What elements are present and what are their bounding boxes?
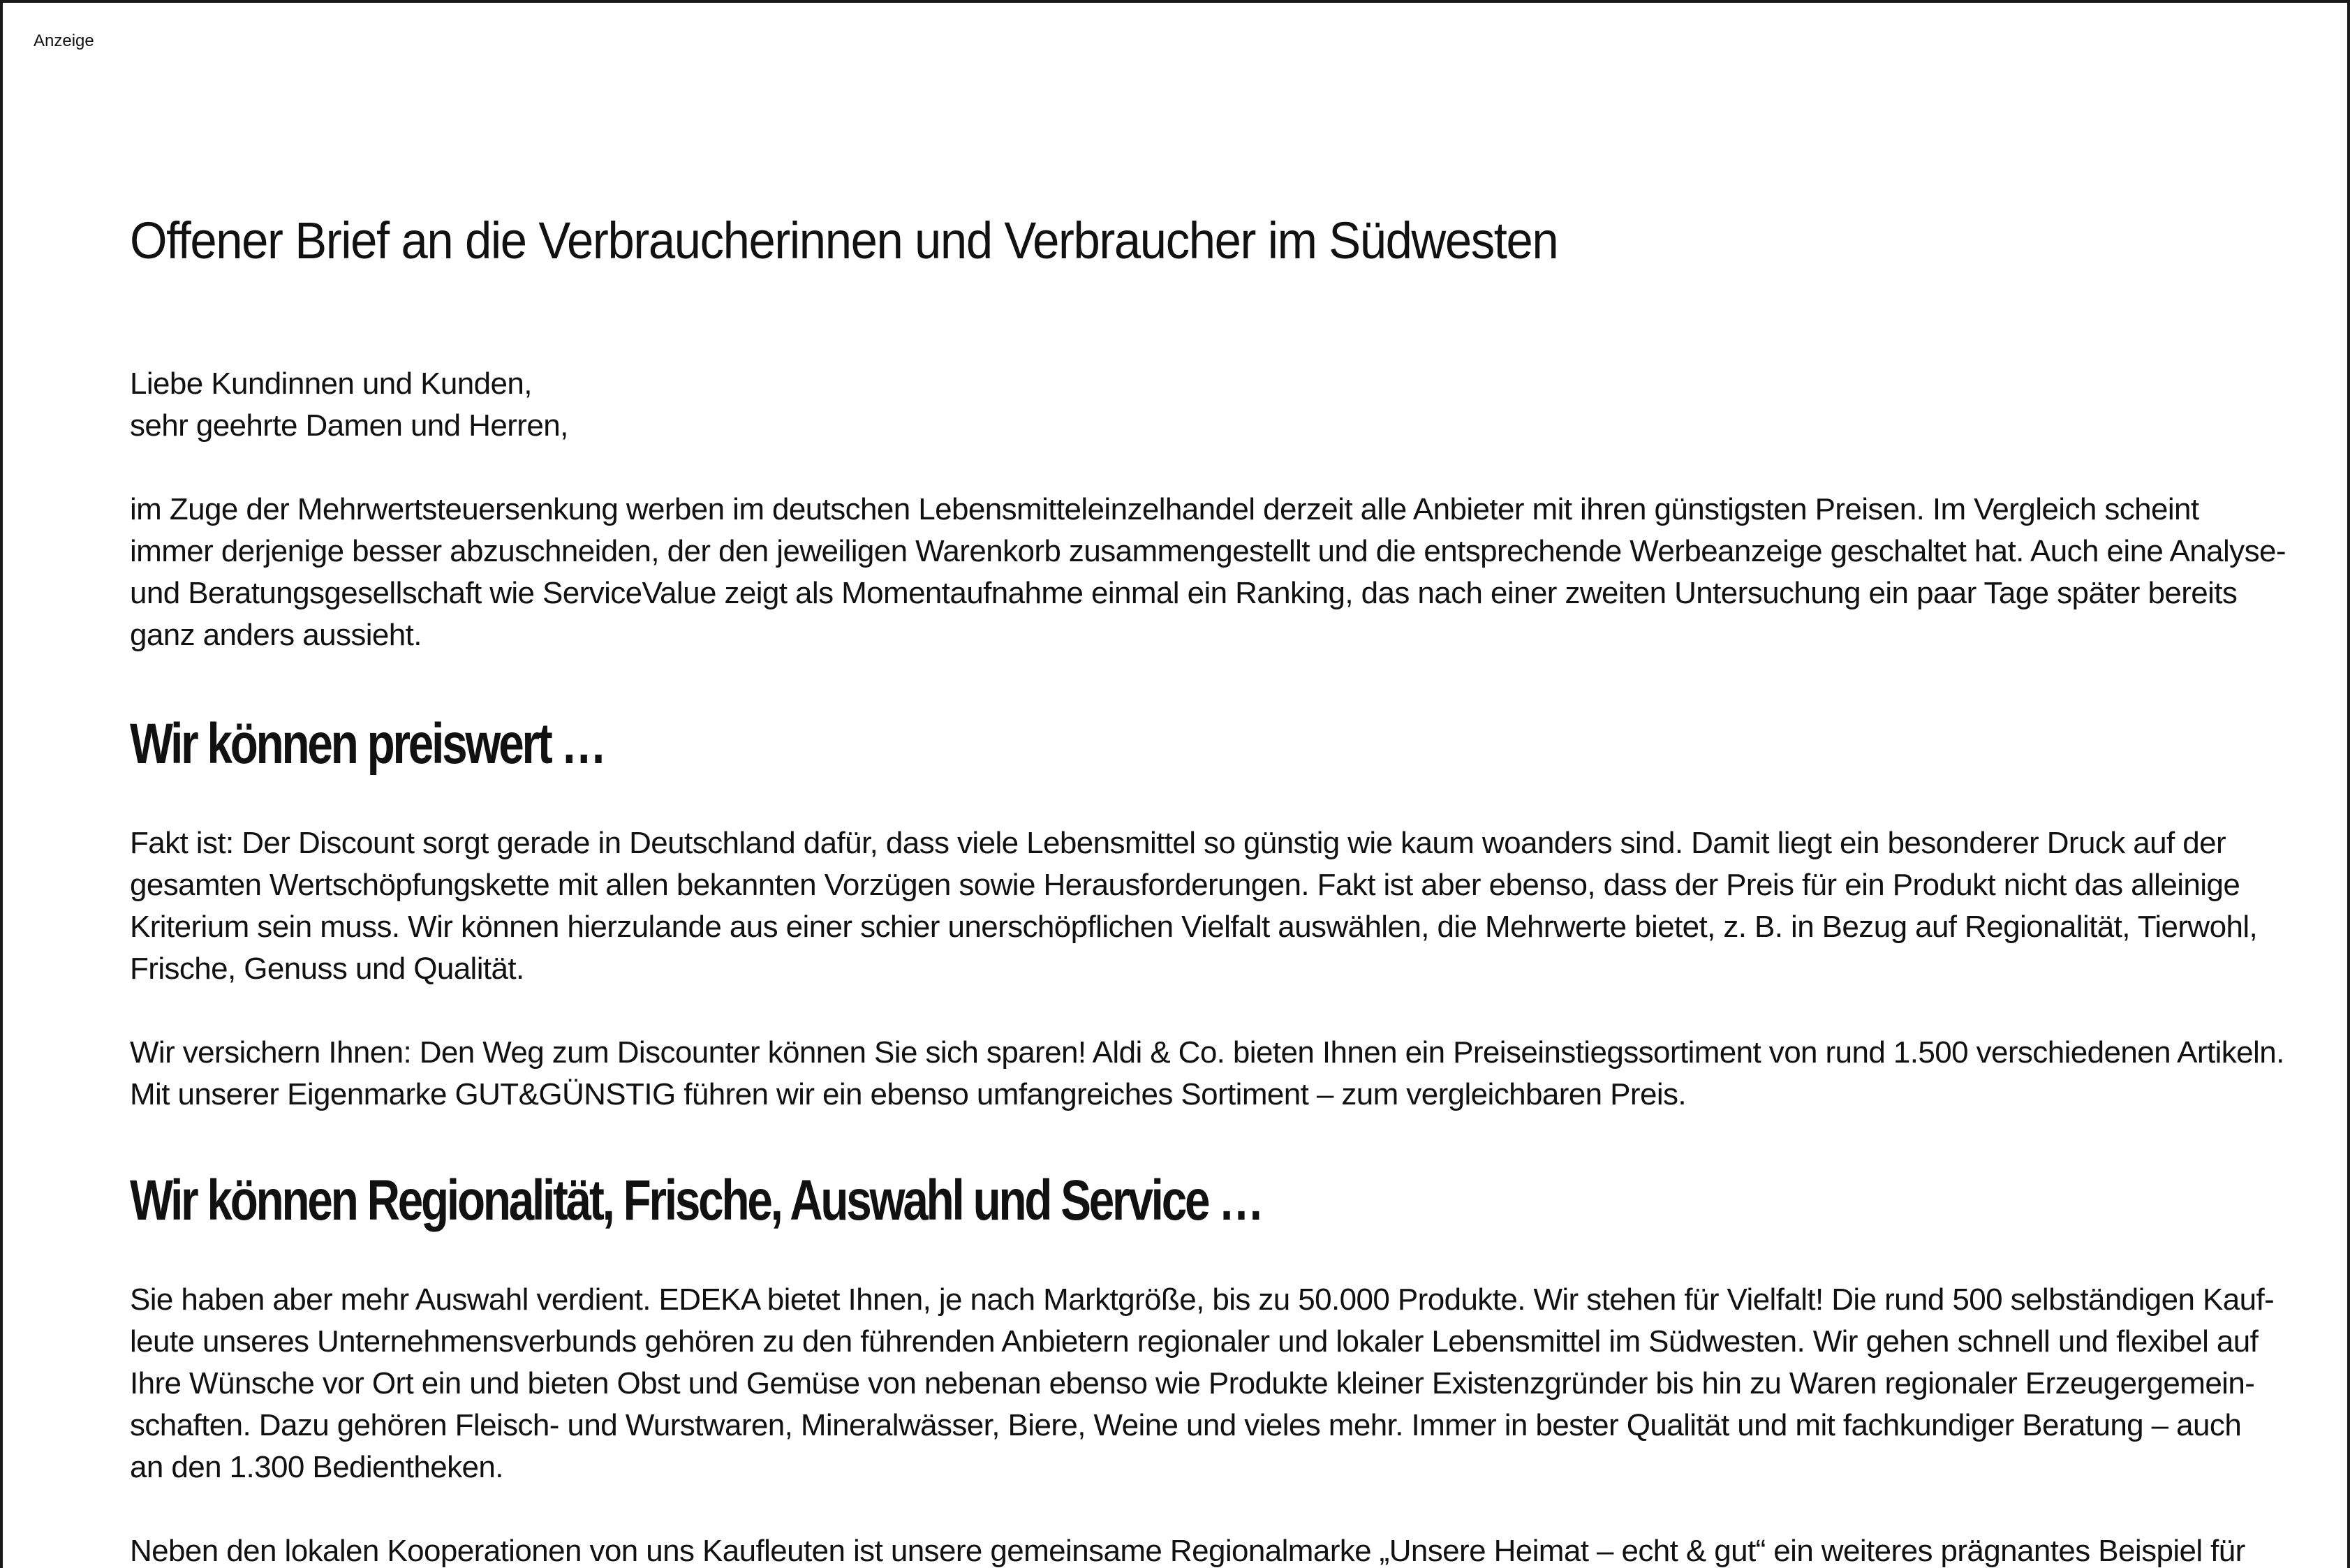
salutation bbox=[130, 363, 2238, 447]
section-heading-price: Wir können preiswert … bbox=[130, 712, 605, 776]
text-line: Mit unserer Eigenmarke GUT&GÜNSTIG führen wir ein ebenso umfangreiches Sortiment – zum vergleichbaren Preis. bbox=[130, 1077, 1687, 1111]
section-heading-regional: Wir können Regionalität, Frische, Auswahl und Service … bbox=[130, 1169, 1262, 1232]
text-line: und Beratungsgesellschaft wie ServiceValue zeigt als Momentaufnahme einmal ein Ranking, das nach einer zweiten Untersuchung ein paar Tage später bereits bbox=[130, 576, 2238, 610]
text-line: gesamten Wertschöpfungskette mit allen bekannten Vorzügen sowie Herausforderungen. Fakt ist aber ebenso, dass der Preis für ein Produkt nicht das alleinige bbox=[130, 868, 2240, 902]
ad-label: Anzeige bbox=[34, 31, 94, 50]
text-line: an den 1.300 Bedientheken. bbox=[130, 1450, 503, 1484]
letter-content bbox=[130, 209, 2286, 1568]
text-line: Neben den lokalen Kooperationen von uns Kaufleuten ist unsere gemeinsame Regionalmarke „Unsere Heimat – echt & gut“ ein weiteres prägnantes Beispiel für bbox=[130, 1534, 2245, 1568]
text-line: immer derjenige besser abzuschneiden, der den jeweiligen Warenkorb zusammengestellt und die entsprechende Werbeanzeige geschaltet hat. Auch eine Analyse- bbox=[130, 534, 2286, 568]
salutation-line: Liebe Kundinnen und Kunden, bbox=[130, 367, 532, 401]
text-line: ganz anders aussieht. bbox=[130, 618, 422, 652]
text-line: Sie haben aber mehr Auswahl verdient. EDEKA bietet Ihnen, je nach Marktgröße, bis zu 50.000 Produkte. Wir stehen für Vielfalt! Die rund 500 selbständigen Kauf- bbox=[130, 1282, 2275, 1317]
text-line: Wir versichern Ihnen: Den Weg zum Discounter können Sie sich sparen! Aldi & Co. bieten Ihnen ein Preiseinstiegssortiment von rund 1.500 verschiedenen Artikeln. bbox=[130, 1035, 2284, 1070]
section-price-paragraph-1 bbox=[130, 822, 2258, 990]
text-line: Ihre Wünsche vor Ort ein und bieten Obst und Gemüse von nebenan ebenso wie Produkte kleiner Existenzgründer bis hin zu Waren regionaler Erzeugergemein- bbox=[130, 1366, 2255, 1400]
section-price-paragraph-2 bbox=[130, 1032, 2284, 1116]
text-line: schaften. Dazu gehören Fleisch- und Wurstwaren, Mineralwässer, Biere, Weine und vieles mehr. Immer in bester Qualität und mit fachkundiger Beratung – auch bbox=[130, 1408, 2242, 1442]
text-line: Fakt ist: Der Discount sorgt gerade in Deutschland dafür, dass viele Lebensmittel so günstig wie kaum woanders sind. Damit liegt ein besonderer Druck auf der bbox=[130, 826, 2226, 860]
salutation-line: sehr geehrte Damen und Herren, bbox=[130, 408, 568, 443]
section-regional-paragraph-2 bbox=[130, 1530, 2245, 1568]
text-line: leute unseres Unternehmensverbunds gehören zu den führenden Anbietern regionaler und lokaler Lebensmittel im Südwesten. Wir gehen schnell und flexibel auf bbox=[130, 1324, 2259, 1359]
section-regional-paragraph-1 bbox=[130, 1279, 2275, 1488]
text-line: Frische, Genuss und Qualität. bbox=[130, 952, 524, 986]
text-line: im Zuge der Mehrwertsteuersenkung werben im deutschen Lebensmitteleinzelhandel derzeit alle Anbieter mit ihren günstigsten Preisen. Im Vergleich scheint bbox=[130, 492, 2199, 526]
intro-paragraph bbox=[130, 489, 2286, 656]
text-line: Kriterium sein muss. Wir können hierzulande aus einer schier unerschöpflichen Vielfalt auswählen, die Mehrwerte bietet, z. B. in Bezug auf Regionalität, Tierwohl, bbox=[130, 910, 2258, 944]
letter-title: Offener Brief an die Verbraucherinnen und Verbraucher im Südwesten bbox=[130, 212, 1558, 269]
